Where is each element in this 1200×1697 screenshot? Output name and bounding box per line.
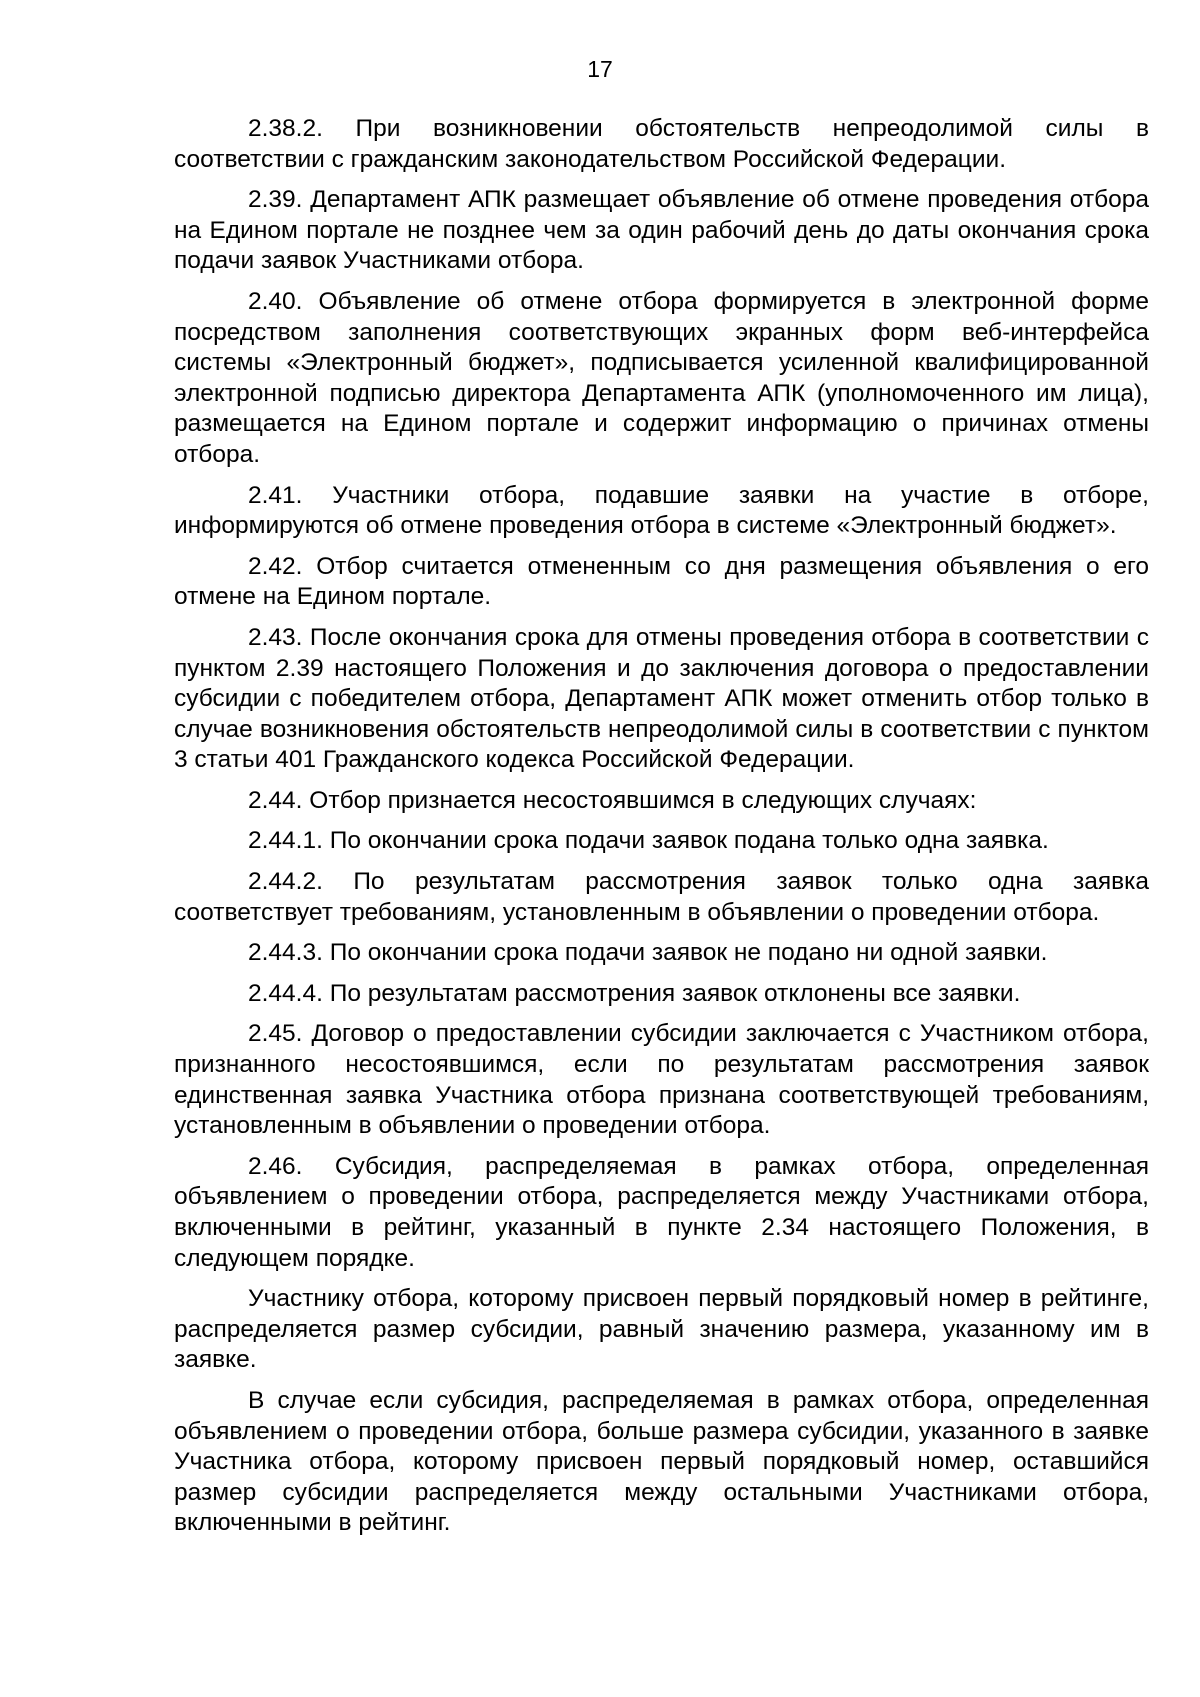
paragraph-2-46: 2.46. Субсидия, распределяемая в рамках отбора, определенная объявлением о проведении отбора, распределяется между Участниками отбора, включенными в рейтинг, указанный в пункте 2.34 настоящего Положения, в следующем порядке. xyxy=(174,1152,1149,1272)
paragraph-2-38-2: 2.38.2. При возникновении обстоятельств непреодолимой силы в соответствии с гражданским законодательством Российской Федерации. xyxy=(174,115,1149,173)
document-body xyxy=(174,114,1149,1549)
paragraph-2-44-3: 2.44.3. По окончании срока подачи заявок не подано ни одной заявки. xyxy=(248,939,1048,967)
paragraph-2-44: 2.44. Отбор признается несостоявшимся в следующих случаях: xyxy=(248,786,977,814)
paragraph-2-44-1: 2.44.1. По окончании срока подачи заявок подана только одна заявка. xyxy=(248,827,1049,855)
paragraph-2-45: 2.45. Договор о предоставлении субсидии заключается с Участником отбора, признанного несостоявшимся, если по результатам рассмотрения заявок единственная заявка Участника отбора признана соответствующей требованиям, установленным в объявлении о проведении отбора. xyxy=(174,1020,1149,1140)
page-number: 17 xyxy=(587,56,613,82)
paragraph-2-44-2: 2.44.2. По результатам рассмотрения заявок только одна заявка соответствует требованиям, установленным в объявлении о проведении отбора. xyxy=(174,868,1149,926)
paragraph-remaining-distribution: В случае если субсидия, распределяемая в рамках отбора, определенная объявлением о проведении отбора, больше размера субсидии, указанного в заявке Участника отбора, которому присвоен первый порядковый номер, оставшийся размер субсидии распределяется между остальными Участниками отбора, включенными в рейтинг. xyxy=(174,1386,1149,1537)
paragraph-2-41: 2.41. Участники отбора, подавшие заявки на участие в отборе, информируются об отмене проведения отбора в системе «Электронный бюджет». xyxy=(174,481,1149,540)
paragraph-2-40: 2.40. Объявление об отмене отбора формируется в электронной форме посредством заполнения соответствующих экранных форм веб-интерфейса системы «Электронный бюджет», подписывается усиленной квалифицированной электронной подписью директора Департамента АПК (уполномоченного им лица), размещается на Едином портале и содержит информацию о причинах отмены отбора. xyxy=(174,287,1149,468)
paragraph-2-39: 2.39. Департамент АПК размещает объявление об отмене проведения отбора на Едином портале не позднее чем за один рабочий день до даты окончания срока подачи заявок Участниками отбора. xyxy=(174,186,1149,275)
paragraph-first-place-rule: Участнику отбора, которому присвоен первый порядковый номер в рейтинге, распределяется размер субсидии, равный значению размера, указанному им в заявке. xyxy=(174,1285,1149,1374)
paragraph-2-43: 2.43. После окончания срока для отмены проведения отбора в соответствии с пунктом 2.39 настоящего Положения и до заключения договора о предоставлении субсидии с победителем отбора, Департамент АПК может отменить отбор только в случае возникновения обстоятельств непреодолимой силы в соответствии с пунктом 3 статьи 401 Гражданского кодекса Российской Федерации. xyxy=(174,623,1149,774)
paragraph-2-44-4: 2.44.4. По результатам рассмотрения заявок отклонены все заявки. xyxy=(248,979,1021,1007)
paragraph-2-42: 2.42. Отбор считается отмененным со дня размещения объявления о его отмене на Едином портале. xyxy=(174,552,1149,611)
